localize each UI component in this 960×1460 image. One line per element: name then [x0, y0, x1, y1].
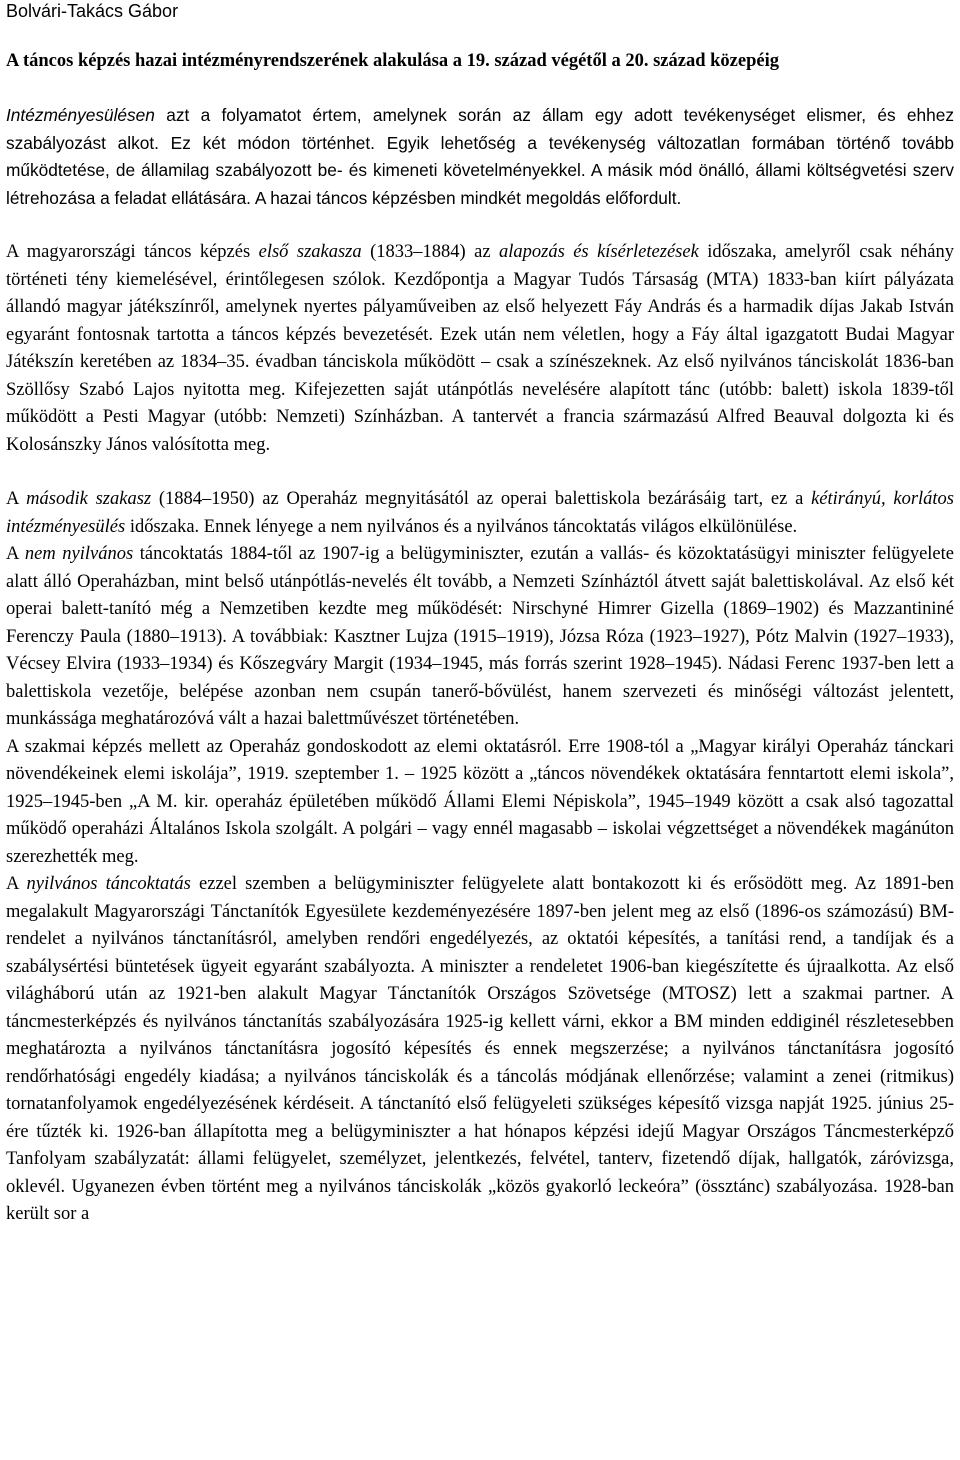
italic-term: alapozás és kísérletezések [498, 242, 699, 262]
italic-term: második szakasz [26, 489, 152, 509]
text-run: A [6, 874, 27, 894]
italic-term: nyilvános táncoktatás [26, 874, 191, 894]
elementary-education-paragraph: A szakmai képzés mellett az Operaház gondoskodott az elemi oktatásról. Erre 1908-tól a „Magyar királyi Operaház tánckari növendékeinek elemi iskolája”, 1919. szeptember 1. ‒ 1925 között a „táncos növendékek oktatására fenntartott elemi iskola”, 1925‒1945-ben „A M. kir. operaház épületében működő Állami Elemi Népiskola”, 1945‒1949 között a csak alsó tagozattal működő operaházi Általános Iskola szolgált. A polgári ‒ vagy ennél magasabb ‒ iskolai végzettséget a növendékek magánúton szerezhették meg. [6, 736, 954, 867]
intro-italic-term: Intézményesülésen [6, 105, 155, 125]
text-run: táncoktatás 1884-től az 1907-ig a belügyminiszter, ezután a vallás- és közoktatásügyi miniszter felügyelete alatt álló Operaházban, mint belső utánpótlás-nevelés élt tovább, a Nemzeti Színháztól átvett saját balettiskolával. Az első két operai balett-tanító még a Nemzetiben kezdte meg működését: Nirschyné Himrer Gizella (1869‒1902) és Mazzantininé Ferenczy Paula (1880‒1913). A továbbiak: Kasztner Lujza (1915‒1919), Józsa Róza (1923‒1927), Pótz Malvin (1927‒1933), Vécsey Elvira (1933‒1934) és Kőszegváry Margit (1934‒1945, más forrás szerint 1928‒1945). Nádasi Ferenc 1937-ben lett a balettiskola vezetője, belépése azonban nem csupán tanerő-bővülést, hanem szervezeti és minőségi változást jelentett, munkássága meghatározóvá vált a hazai balettművészet történetében. [6, 544, 954, 729]
intro-text: azt a folyamatot értem, amelynek során az állam egy adott tevékenységet elismer, és ehhez szabályozást alkot. Ez két módon történhet. Egyik lehetőség a tevékenység változatlan formában történő tovább működtetése, de államilag szabályozott be- és kimeneti követelményekkel. A másik mód önálló, állami költségvetési szerv létrehozása a feladat ellátására. A hazai táncos képzésben mindkét megoldás előfordult. [6, 105, 954, 208]
document-title: A táncos képzés hazai intézményrendszerének alakulása a 19. század végétől a 20. század közepéig [6, 51, 779, 71]
text-run: A magyarországi táncos képzés [6, 242, 259, 262]
intro-paragraph [6, 102, 954, 212]
italic-term: első szakasza [258, 242, 362, 262]
text-run: (1884‒1950) az Operaház megnyitásától az operai balettiskola bezárásáig tart, ez a [151, 489, 812, 509]
non-public-paragraph [6, 541, 954, 734]
author-name: Bolvári-Takács Gábor [6, 1, 179, 21]
text-run: A [6, 544, 25, 564]
public-education-paragraph [6, 871, 954, 1229]
text-run: ezzel szemben a belügyminiszter felügyelete alatt bontakozott ki és erősödött meg. Az 1891-ben megalakult Magyarországi Tánctanítók Egyesülete kezdeményezésére 1897-ben jelent meg az első (1896-os számozású) BM-rendelet a nyilvános tánctanításról, amelyben rendőri engedélyezés, az oktatói képesítés, a tanítási rend, a tandíjak és a szabálysértési büntetések ügyeit egyaránt szabályozta. A miniszter a rendeletet 1906-ban kiegészítette és újraalkotta. Az első világháború után az 1921-ben alakult Magyar Tánctanítók Országos Szövetsége (MTOSZ) lett a szakmai partner. A táncmesterképzés és nyilvános tánctanítás szabályozására 1925-ig kellett várni, ekkor a BM minden eddiginél részletesebben meghatározta a nyilvános tánctanításra jogosító képesítés és ennek megszerzése; a nyilvános tánctanításra jogosító rendőrhatósági engedély kiadása; a nyilvános tánciskolák és a táncolás módjának ellenőrzése; valamint a zenei (ritmikus) tornatanfolyamok engedélyezésének kérdéseit. A tánctanító első felügyeleti szükséges képesítő vizsga napját 1925. június 25-ére tűzték ki. 1926-ban állapította meg a belügyminiszter a hat hónapos képzési idejű Magyar Országos Táncmesterképző Tanfolyam szabályzatát: állami felügyelet, személyzet, jelentkezés, felvétel, tanterv, fizetendő díjak, hallgatók, záróvizsga, oklevél. Ugyanezen évben történt meg a nyilvános tánciskolák „közös gyakorló leckeóra” (össztánc) szabályozása. 1928-ban került sor a [6, 874, 954, 1224]
italic-term: kétirányú, korlátos intézményesülés [6, 489, 955, 537]
italic-term: nem nyilvános [24, 544, 134, 564]
text-run: (1833‒1884) az [361, 242, 499, 262]
first-stage-paragraph [6, 239, 954, 459]
text-run: időszaka, amelyről csak néhány történeti tény kiemelésével, érintőlegesen szólok. Kezdőpontja a Magyar Tudós Társaság (MTA) 1833-ban kiírt pályázata állandó magyar játékszínről, amelynek nyertes pályaműveiben az első helyezett Fáy András és a harmadik díjas Jakab István egyaránt fontosnak tartotta a táncos képzés bevezetését. Ezek után nem véletlen, hogy a Fáy által igazgatott Budai Magyar Játékszín keretében az 1834‒35. évadban tánciskola működött ‒ csak a színészeknek. Az első nyilvános tánciskolát 1836-ban Szöllősy Szabó Lajos nyitotta meg. Kifejezetten saját utánpótlás nevelésére alapított tánc (utóbb: balett) iskola 1839-től működött a Pesti Magyar (utóbb: Nemzeti) Színházban. A tantervét a francia származású Alfred Beauval dolgozta ki és Kolosánszky János valósította meg. [6, 242, 954, 455]
text-run: A [6, 489, 27, 509]
text-run: időszaka. Ennek lényege a nem nyilvános és a nyilvános táncoktatás világos elkülönülése. [125, 516, 798, 537]
second-stage-paragraph [6, 486, 954, 541]
